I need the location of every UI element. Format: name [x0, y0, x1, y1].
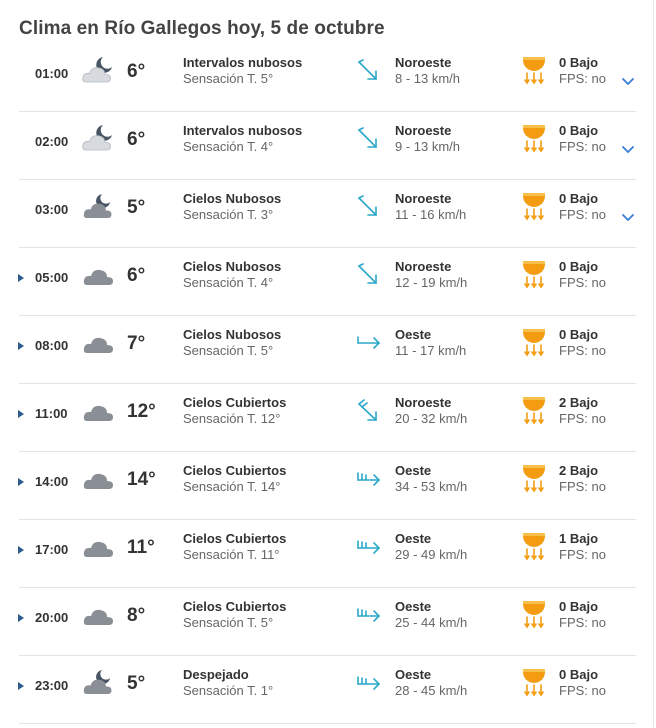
- wind-direction: Oeste: [395, 531, 432, 546]
- feels-like: Sensación T. 4°: [183, 275, 274, 290]
- sky-description: Cielos Cubiertos: [183, 531, 287, 546]
- uv-index: 2 Bajo: [559, 395, 599, 410]
- expand-arrow-icon[interactable]: [17, 273, 25, 283]
- hour-label: 14:00: [35, 474, 69, 489]
- wind-west-strong-icon: [356, 670, 382, 696]
- wind-speed: 34 - 53 km/h: [395, 479, 468, 494]
- sky-description: Intervalos nubosos: [183, 123, 303, 138]
- feels-like: Sensación T. 14°: [183, 479, 281, 494]
- sky-description: Cielos Nubosos: [183, 259, 282, 274]
- uv-index: 2 Bajo: [559, 463, 599, 478]
- wind-west-strong-icon: [356, 534, 382, 560]
- uv-index: 0 Bajo: [559, 123, 599, 138]
- wind-speed: 9 - 13 km/h: [395, 139, 461, 154]
- expand-arrow-icon[interactable]: [17, 341, 25, 351]
- wind-speed: 8 - 13 km/h: [395, 71, 461, 86]
- wind-speed: 29 - 49 km/h: [395, 547, 468, 562]
- forecast-row[interactable]: [19, 248, 636, 316]
- temperature: 6°: [127, 61, 146, 82]
- forecast-row[interactable]: [19, 452, 636, 520]
- uv-index: 1 Bajo: [559, 531, 599, 546]
- cloud-night-icon: [81, 191, 115, 221]
- wind-speed: 20 - 32 km/h: [395, 411, 468, 426]
- uv-index: 0 Bajo: [559, 599, 599, 614]
- uv-sun-icon: [522, 531, 546, 561]
- expand-arrow-icon[interactable]: [17, 477, 25, 487]
- uv-sun-icon: [522, 123, 546, 153]
- wind-direction: Noroeste: [395, 123, 452, 138]
- hour-label: 08:00: [35, 338, 69, 353]
- feels-like: Sensación T. 4°: [183, 139, 274, 154]
- feels-like: Sensación T. 3°: [183, 207, 274, 222]
- uv-index: 0 Bajo: [559, 191, 599, 206]
- sky-description: Despejado: [183, 667, 249, 682]
- chevron-down-icon[interactable]: [621, 74, 635, 84]
- cloud-icon: [81, 327, 115, 357]
- forecast-row[interactable]: [19, 384, 636, 452]
- sky-description: Cielos Nubosos: [183, 191, 282, 206]
- chevron-down-icon[interactable]: [621, 210, 635, 220]
- expand-arrow-icon[interactable]: [17, 409, 25, 419]
- uv-sun-icon: [522, 599, 546, 629]
- temperature: 6°: [127, 129, 146, 150]
- feels-like: Sensación T. 12°: [183, 411, 281, 426]
- cloud-moon-icon: [81, 123, 115, 153]
- wind-northwest-strong-icon: [356, 398, 382, 424]
- wind-direction: Noroeste: [395, 55, 452, 70]
- temperature: 6°: [127, 265, 146, 286]
- hour-label: 17:00: [35, 542, 69, 557]
- wind-direction: Oeste: [395, 463, 432, 478]
- wind-west-strong-icon: [356, 466, 382, 492]
- uv-sun-icon: [522, 667, 546, 697]
- cloud-icon: [81, 531, 115, 561]
- cloud-moon-icon: [81, 55, 115, 85]
- forecast-row[interactable]: [19, 316, 636, 384]
- fps-label: FPS: no: [559, 547, 606, 562]
- expand-arrow-icon[interactable]: [17, 613, 25, 623]
- fps-label: FPS: no: [559, 479, 606, 494]
- hour-label: 23:00: [35, 678, 69, 693]
- uv-index: 0 Bajo: [559, 667, 599, 682]
- fps-label: FPS: no: [559, 411, 606, 426]
- forecast-row[interactable]: [19, 44, 636, 112]
- wind-direction: Noroeste: [395, 191, 452, 206]
- hour-label: 03:00: [35, 202, 69, 217]
- fps-label: FPS: no: [559, 615, 606, 630]
- wind-west-strong-icon: [356, 602, 382, 628]
- wind-speed: 11 - 17 km/h: [395, 343, 467, 358]
- wind-speed: 28 - 45 km/h: [395, 683, 468, 698]
- hour-label: 05:00: [35, 270, 69, 285]
- wind-northwest-icon: [356, 262, 382, 288]
- wind-direction: Oeste: [395, 599, 432, 614]
- hour-label: 01:00: [35, 66, 69, 81]
- hour-label: 11:00: [35, 406, 68, 421]
- wind-speed: 25 - 44 km/h: [395, 615, 468, 630]
- cloud-icon: [81, 599, 115, 629]
- forecast-row[interactable]: [19, 588, 636, 656]
- sky-description: Cielos Cubiertos: [183, 599, 287, 614]
- uv-sun-icon: [522, 395, 546, 425]
- wind-direction: Oeste: [395, 327, 432, 342]
- temperature: 7°: [127, 333, 146, 354]
- expand-arrow-icon[interactable]: [17, 545, 25, 555]
- hour-label: 02:00: [35, 134, 69, 149]
- temperature: 14°: [127, 469, 156, 490]
- uv-sun-icon: [522, 327, 546, 357]
- feels-like: Sensación T. 11°: [183, 547, 280, 562]
- uv-index: 0 Bajo: [559, 259, 599, 274]
- wind-direction: Noroeste: [395, 395, 452, 410]
- uv-sun-icon: [522, 55, 546, 85]
- uv-sun-icon: [522, 463, 546, 493]
- uv-index: 0 Bajo: [559, 327, 599, 342]
- fps-label: FPS: no: [559, 71, 606, 86]
- chevron-down-icon[interactable]: [621, 142, 635, 152]
- temperature: 8°: [127, 605, 146, 626]
- fps-label: FPS: no: [559, 275, 606, 290]
- expand-arrow-icon[interactable]: [17, 681, 25, 691]
- feels-like: Sensación T. 1°: [183, 683, 274, 698]
- feels-like: Sensación T. 5°: [183, 343, 274, 358]
- fps-label: FPS: no: [559, 139, 606, 154]
- cloud-icon: [81, 259, 115, 289]
- page-title: Clima en Río Gallegos hoy, 5 de octubre: [19, 18, 385, 39]
- wind-speed: 11 - 16 km/h: [395, 207, 467, 222]
- temperature: 5°: [127, 197, 146, 218]
- wind-northwest-icon: [356, 126, 382, 152]
- wind-direction: Oeste: [395, 667, 432, 682]
- cloud-icon: [81, 463, 115, 493]
- wind-northwest-icon: [356, 194, 382, 220]
- uv-sun-icon: [522, 259, 546, 289]
- temperature: 5°: [127, 673, 146, 694]
- temperature: 11°: [127, 537, 155, 558]
- uv-sun-icon: [522, 191, 546, 221]
- sky-description: Intervalos nubosos: [183, 55, 303, 70]
- forecast-row[interactable]: [19, 112, 636, 180]
- sky-description: Cielos Cubiertos: [183, 395, 287, 410]
- forecast-row[interactable]: [19, 520, 636, 588]
- fps-label: FPS: no: [559, 207, 606, 222]
- wind-speed: 12 - 19 km/h: [395, 275, 468, 290]
- uv-index: 0 Bajo: [559, 55, 599, 70]
- cloud-night-icon: [81, 667, 115, 697]
- fps-label: FPS: no: [559, 343, 606, 358]
- feels-like: Sensación T. 5°: [183, 615, 274, 630]
- forecast-row[interactable]: [19, 656, 636, 724]
- wind-direction: Noroeste: [395, 259, 452, 274]
- forecast-row[interactable]: [19, 180, 636, 248]
- fps-label: FPS: no: [559, 683, 606, 698]
- sky-description: Cielos Cubiertos: [183, 463, 287, 478]
- cloud-icon: [81, 395, 115, 425]
- temperature: 12°: [127, 401, 156, 422]
- wind-northwest-icon: [356, 58, 382, 84]
- wind-west-icon: [356, 330, 382, 356]
- hour-label: 20:00: [35, 610, 69, 625]
- feels-like: Sensación T. 5°: [183, 71, 274, 86]
- sky-description: Cielos Nubosos: [183, 327, 282, 342]
